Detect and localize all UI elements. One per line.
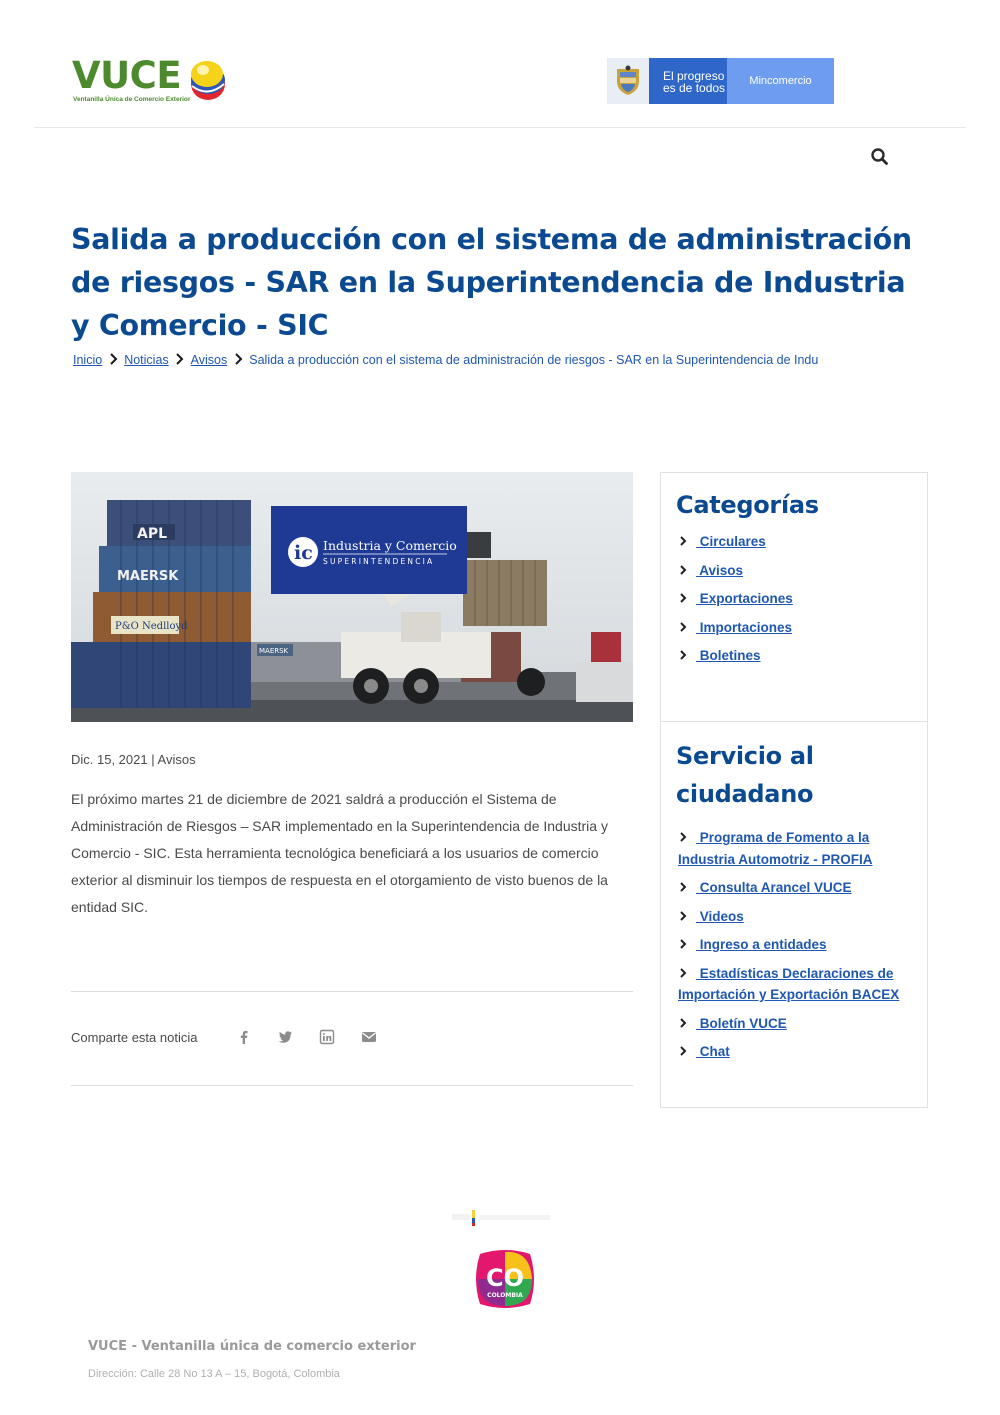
breadcrumb-current: Salida a producción con el sistema de administración de riesgos - SAR en la Superintendencia de Indu <box>249 353 819 367</box>
sidebar <box>660 472 928 1108</box>
port-containers-image <box>71 472 633 722</box>
colombia-shield-icon <box>607 58 649 104</box>
chevron-right-icon <box>678 593 696 603</box>
container-label-maersk: MAERSK <box>117 569 179 584</box>
site-header <box>34 0 966 128</box>
twitter-icon[interactable] <box>277 1029 293 1045</box>
page-title: Salida a producción con el sistema de administración de riesgos - SAR en la Superintendencia de Industria y Comercio - SIC <box>71 223 912 342</box>
service-item-bacex <box>678 963 917 1006</box>
chevron-right-icon <box>169 353 191 368</box>
category-link-boletines[interactable]: Boletines <box>696 648 761 663</box>
logo-ball-icon <box>188 58 228 102</box>
article-meta <box>71 752 196 767</box>
sidebar-divider <box>661 721 927 722</box>
chevron-right-icon <box>678 968 696 978</box>
breadcrumb <box>73 351 933 369</box>
government-banner[interactable] <box>607 58 834 104</box>
category-item-exportaciones <box>678 588 927 610</box>
share-bar <box>71 991 633 1086</box>
svg-text:MAERSK: MAERSK <box>259 647 289 655</box>
service-link-boletin[interactable]: Boletín VUCE <box>696 1015 787 1031</box>
service-item-videos <box>678 906 917 928</box>
category-item-importaciones <box>678 617 927 639</box>
chevron-right-icon <box>678 622 696 632</box>
gov-slogan-line1: El progreso <box>663 69 725 83</box>
service-link-bacex[interactable]: Estadísticas Declaraciones de Importación y Exportación BACEX <box>678 965 900 1002</box>
svg-text:ic: ic <box>294 542 313 564</box>
breadcrumb-inicio[interactable]: Inicio <box>73 353 103 367</box>
facebook-icon[interactable] <box>236 1029 252 1045</box>
co-subtext: COLOMBIA <box>487 1292 523 1299</box>
service-item-entidades <box>678 934 917 956</box>
footer-address: Dirección: Calle 28 No 13 A – 15, Bogotá, Colombia <box>88 1368 340 1380</box>
chevron-right-icon <box>678 939 696 949</box>
hero-label-sub: SUPERINTENDENCIA <box>323 557 435 566</box>
chevron-right-icon <box>102 353 124 368</box>
service-item-chat <box>678 1041 917 1063</box>
chevron-right-icon <box>678 911 696 921</box>
gov-ministry: Mincomercio <box>727 58 834 104</box>
share-label: Comparte esta noticia <box>71 1030 198 1045</box>
envelope-icon[interactable] <box>361 1029 377 1045</box>
category-link-avisos[interactable]: Avisos <box>696 562 744 578</box>
category-link-importaciones[interactable]: Importaciones <box>696 619 793 635</box>
article-body: El próximo martes 21 de diciembre de 2021 saldrá a producción el Sistema de Administración de Riesgos – SAR implementado en la Superintendencia de Industria y Comercio - SIC. Esta herramienta tecnológica beneficiará a los usuarios de comercio exterior al disminuir los tiempos de respuesta en el otorgamiento de visto buenos de la entidad SIC. <box>71 791 608 915</box>
logo-text: VUCE <box>72 54 182 97</box>
categories-list <box>661 531 927 667</box>
article-hero-image <box>71 472 633 722</box>
chevron-right-icon <box>227 353 249 368</box>
colombia-co-logo <box>474 1248 536 1310</box>
search-icon[interactable] <box>869 146 891 168</box>
chevron-right-icon <box>678 882 696 892</box>
logo-subtitle: Ventanilla Única de Comercio Exterior <box>73 96 191 103</box>
service-link-chat[interactable]: Chat <box>696 1044 730 1059</box>
service-link-profia[interactable]: Programa de Fomento a la Industria Automotriz - PROFIA <box>678 830 873 867</box>
linkedin-icon[interactable] <box>319 1029 335 1045</box>
chevron-right-icon <box>678 832 696 842</box>
meta-separator: | <box>151 752 158 767</box>
category-link-circulares[interactable]: Circulares <box>696 534 766 549</box>
gov-slogan-line2: es de todos <box>663 81 726 95</box>
categories-title: Categorías <box>676 491 819 519</box>
gov-slogan <box>649 58 727 104</box>
category-item-circulares <box>678 531 927 553</box>
service-item-boletin <box>678 1013 917 1035</box>
chevron-right-icon <box>678 565 696 575</box>
service-link-videos[interactable]: Videos <box>696 908 744 924</box>
breadcrumb-avisos[interactable]: Avisos <box>190 353 228 367</box>
service-item-arancel <box>678 877 917 899</box>
container-label-pno: P&O Nedlloyd <box>115 621 188 632</box>
footer-title: VUCE - Ventanilla única de comercio exterior <box>88 1339 416 1354</box>
service-title <box>661 737 927 813</box>
category-item-boletines <box>678 645 927 667</box>
footer-gov-strip <box>452 1208 562 1228</box>
article-category: Avisos <box>157 752 196 767</box>
service-link-arancel[interactable]: Consulta Arancel VUCE <box>696 880 852 895</box>
service-title-line1: Servicio al <box>676 742 814 770</box>
service-block <box>661 737 927 1063</box>
chevron-right-icon <box>678 1046 696 1056</box>
categories-block <box>661 491 927 667</box>
chevron-right-icon <box>678 536 696 546</box>
category-link-exportaciones[interactable]: Exportaciones <box>696 591 793 606</box>
hero-label-main: Industria y Comercio <box>323 538 457 553</box>
service-link-entidades[interactable]: Ingreso a entidades <box>696 937 827 952</box>
chevron-right-icon <box>678 650 696 660</box>
category-item-avisos <box>678 560 927 582</box>
container-label-apl: APL <box>137 526 168 542</box>
article-date: Dic. 15, 2021 <box>71 752 148 767</box>
services-list <box>661 827 927 1063</box>
chevron-right-icon <box>678 1018 696 1028</box>
service-title-line2: ciudadano <box>676 780 814 808</box>
vuce-logo[interactable] <box>72 56 232 108</box>
co-text: CO <box>485 1264 525 1292</box>
service-item-profia <box>678 827 917 870</box>
breadcrumb-noticias[interactable]: Noticias <box>124 353 169 367</box>
